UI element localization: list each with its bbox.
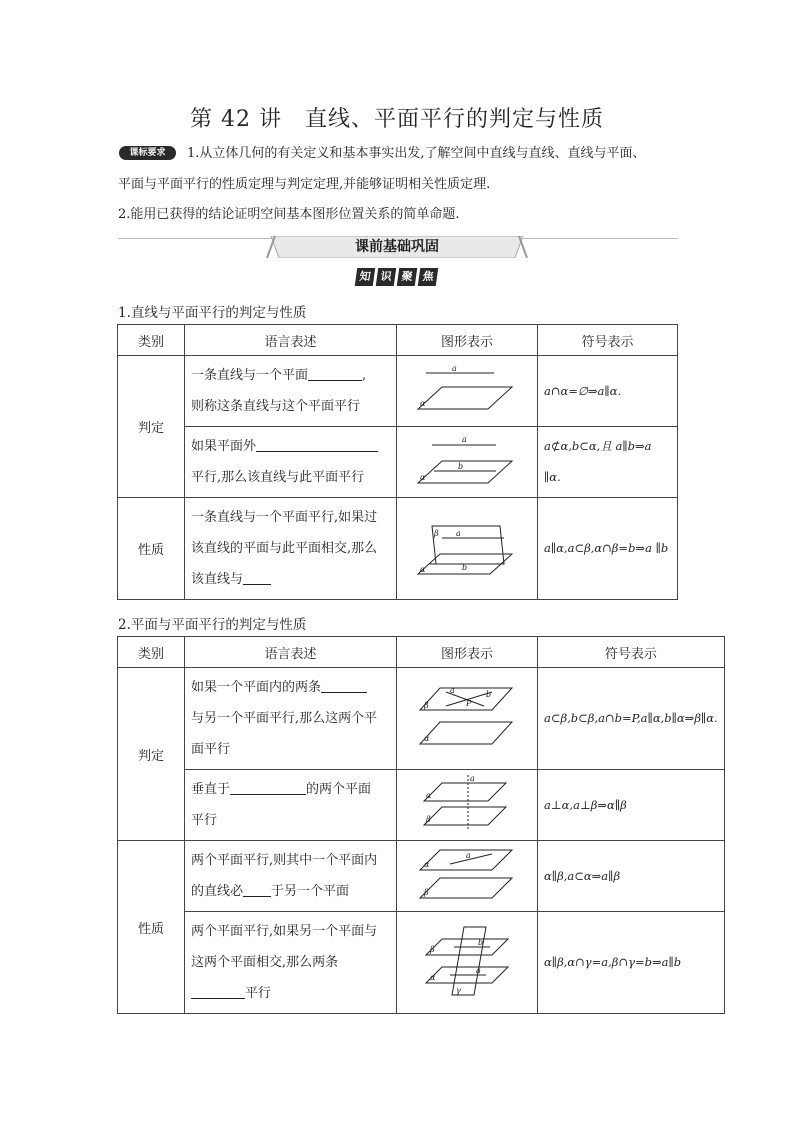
desc-text: 的两个平面 bbox=[306, 782, 372, 797]
label-alpha: α bbox=[424, 733, 430, 743]
header-language: 语言表述 bbox=[185, 325, 397, 356]
header-category: 类别 bbox=[118, 325, 185, 356]
desc-text: 两个平面平行,则其中一个平面内的直线必 bbox=[191, 853, 378, 899]
desc-text: 两个平面平行,如果另一个平面与这两个平面相交,那么两条 bbox=[191, 924, 378, 970]
section-banner bbox=[265, 236, 529, 258]
desc-text: 则称这条直线与这个平面平行 bbox=[191, 399, 361, 414]
table-plane-plane bbox=[117, 636, 725, 1014]
table-line-plane bbox=[117, 324, 678, 600]
desc-text: 垂直于 bbox=[191, 782, 231, 797]
tag-char-3: 聚 bbox=[397, 268, 418, 286]
plane-intersection-figure bbox=[412, 516, 522, 578]
section-1-title: 1.直线与平面平行的判定与性质 bbox=[118, 305, 307, 321]
desc-text: 如果平面外 bbox=[191, 439, 257, 454]
figure-cell bbox=[397, 841, 538, 912]
symbol-cell: α∥β,a⊂α⇒a∥β bbox=[538, 841, 725, 912]
label-a: a bbox=[456, 528, 461, 538]
description-cell bbox=[185, 498, 397, 600]
symbol-cell: a⊂β,b⊂β,a∩b=P,a∥α,b∥α⇒β∥α. bbox=[538, 668, 725, 770]
label-a: a bbox=[466, 851, 471, 860]
figure-cell bbox=[397, 356, 538, 427]
description-cell bbox=[185, 356, 397, 427]
label-gamma: γ bbox=[456, 985, 461, 995]
description-cell bbox=[185, 912, 397, 1014]
section-2-title: 2.平面与平面平行的判定与性质 bbox=[118, 617, 307, 633]
label-b: b bbox=[462, 562, 468, 572]
line-in-parallel-plane-figure bbox=[412, 846, 522, 902]
perpendicular-line-figure bbox=[412, 773, 522, 833]
desc-text: 如果一个平面内的两条 bbox=[191, 680, 322, 695]
desc-text: 一条直线与一个平面平行,如果过该直线的平面与此平面相交,那么该直线与 bbox=[191, 510, 378, 587]
desc-text: 平行,那么该直线与此平面平行 bbox=[191, 470, 365, 485]
line-parallel-line-in-plane-figure bbox=[412, 433, 522, 487]
label-alpha: α bbox=[420, 564, 426, 574]
category-judge: 判定 bbox=[118, 668, 185, 841]
label-beta: β bbox=[434, 528, 439, 538]
header-figure: 图形表示 bbox=[397, 637, 538, 668]
figure-cell bbox=[397, 498, 538, 600]
label-alpha: α bbox=[424, 860, 430, 869]
curriculum-badge: 课标要求 bbox=[119, 146, 176, 160]
header-figure: 图形表示 bbox=[397, 325, 538, 356]
knowledge-tag bbox=[356, 268, 438, 286]
page-title: 第 42 讲 直线、平面平行的判定与性质 bbox=[190, 107, 604, 132]
label-alpha: α bbox=[426, 791, 432, 800]
fill-blank[interactable] bbox=[243, 570, 271, 585]
third-plane-intersection-figure bbox=[412, 925, 522, 997]
desc-text: , bbox=[362, 368, 367, 383]
figure-cell bbox=[397, 427, 538, 498]
tag-char-4: 焦 bbox=[418, 268, 439, 286]
label-alpha: α bbox=[420, 399, 426, 408]
tag-char-1: 知 bbox=[355, 268, 376, 286]
desc-text: 与另一个平面平行,那么这两个平面平行 bbox=[191, 711, 378, 757]
symbol-cell: a⊥α,a⊥β⇒α∥β bbox=[538, 770, 725, 841]
description-cell bbox=[185, 668, 397, 770]
label-beta: β bbox=[430, 944, 435, 954]
desc-text: 平行 bbox=[245, 986, 272, 1001]
description-cell bbox=[185, 770, 397, 841]
label-alpha: α bbox=[430, 972, 436, 982]
table-header-row bbox=[118, 637, 725, 668]
label-p: P bbox=[466, 698, 472, 708]
fill-blank[interactable] bbox=[243, 882, 271, 897]
fill-blank[interactable] bbox=[191, 984, 245, 999]
symbol-cell: a∩α=∅⇒a∥α. bbox=[538, 356, 678, 427]
label-a: a bbox=[462, 435, 467, 444]
table-row bbox=[118, 770, 725, 841]
header-category: 类别 bbox=[118, 637, 185, 668]
category-property: 性质 bbox=[118, 498, 185, 600]
description-cell bbox=[185, 427, 397, 498]
figure-cell bbox=[397, 912, 538, 1014]
figure-cell bbox=[397, 770, 538, 841]
fill-blank[interactable] bbox=[321, 678, 367, 693]
table-row bbox=[118, 668, 725, 770]
table-row bbox=[118, 912, 725, 1014]
fill-blank[interactable] bbox=[256, 437, 378, 452]
tag-char-2: 识 bbox=[376, 268, 397, 286]
table-row bbox=[118, 356, 678, 427]
table-row bbox=[118, 427, 678, 498]
figure-cell bbox=[397, 668, 538, 770]
description-cell bbox=[185, 841, 397, 912]
requirement-line-1: 1.从立体几何的有关定义和基本事实出发,了解空间中直线与直线、直线与平面、 bbox=[187, 146, 646, 161]
label-beta: β bbox=[424, 888, 429, 897]
label-b: b bbox=[478, 937, 484, 947]
header-symbol: 符号表示 bbox=[538, 637, 725, 668]
category-property: 性质 bbox=[118, 841, 185, 1014]
table-header-row bbox=[118, 325, 678, 356]
desc-text: 一条直线与一个平面 bbox=[191, 368, 309, 383]
symbol-cell: a∥α,a⊂β,α∩β=b⇒a ∥b bbox=[538, 498, 678, 600]
label-a: a bbox=[450, 685, 455, 695]
label-alpha: α bbox=[420, 473, 426, 482]
desc-text: 平行 bbox=[191, 813, 218, 828]
label-a: a bbox=[476, 965, 481, 975]
banner-title: 课前基础巩固 bbox=[355, 239, 439, 255]
desc-text: 于另一个平面 bbox=[271, 884, 350, 899]
label-a: a bbox=[452, 364, 457, 373]
symbol-cell: α∥β,α∩γ=a,β∩γ=b⇒a∥b bbox=[538, 912, 725, 1014]
two-lines-plane-figure bbox=[412, 682, 522, 752]
label-b: b bbox=[458, 462, 464, 471]
fill-blank[interactable] bbox=[308, 366, 362, 381]
fill-blank[interactable] bbox=[230, 780, 306, 795]
label-a: a bbox=[470, 774, 475, 783]
category-judge: 判定 bbox=[118, 356, 185, 498]
symbol-cell: a⊄α,b⊂α,且 a∥b⇒a ∥α. bbox=[538, 427, 678, 498]
requirement-line-3: 2.能用已获得的结论证明空间基本图形位置关系的简单命题. bbox=[118, 207, 460, 222]
table-row bbox=[118, 498, 678, 600]
line-parallel-plane-figure bbox=[412, 363, 522, 415]
header-symbol: 符号表示 bbox=[538, 325, 678, 356]
table-row bbox=[118, 841, 725, 912]
header-language: 语言表述 bbox=[185, 637, 397, 668]
label-b: b bbox=[486, 689, 492, 699]
label-beta: β bbox=[426, 815, 431, 824]
label-beta: β bbox=[424, 700, 429, 710]
requirement-line-2: 平面与平面平行的性质定理与判定定理,并能够证明相关性质定理. bbox=[118, 177, 491, 192]
